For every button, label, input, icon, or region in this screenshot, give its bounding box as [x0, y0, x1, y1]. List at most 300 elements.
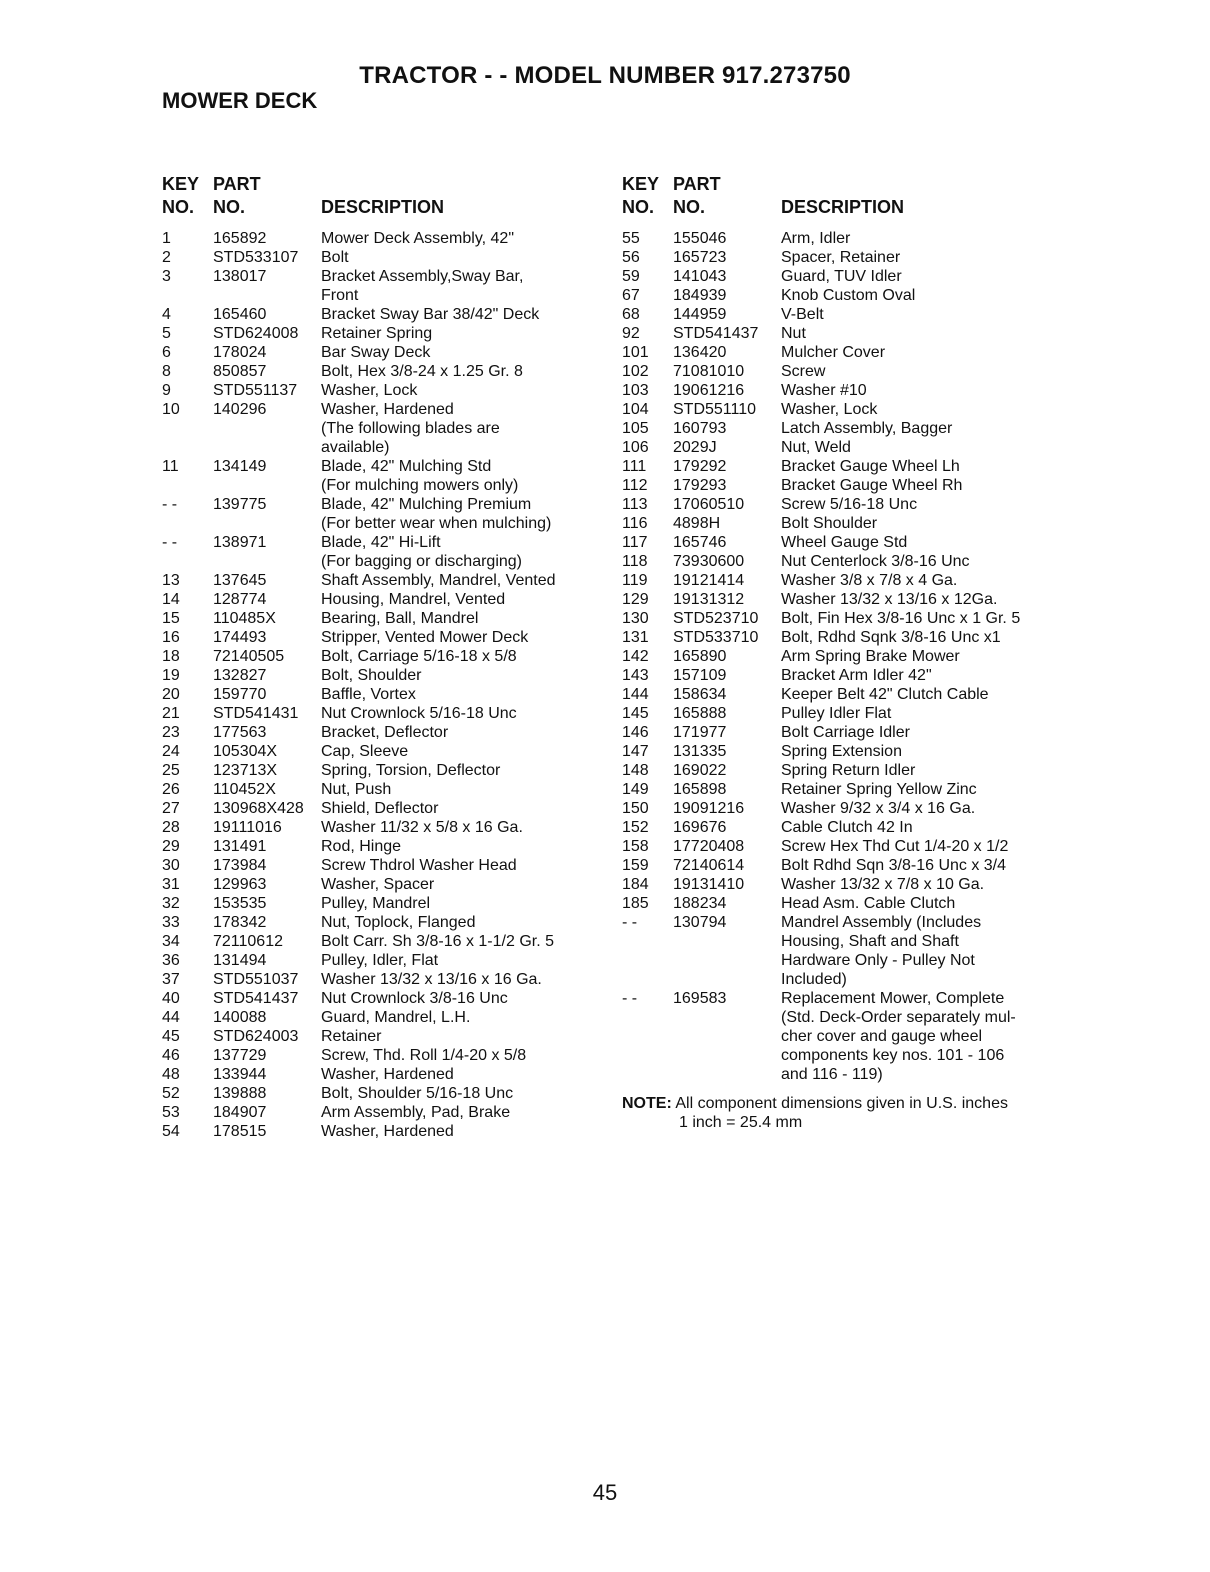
key-no-cell: 144: [622, 686, 649, 703]
description-cell: Bolt: [321, 249, 349, 266]
table-row: [622, 495, 1062, 514]
table-row: [622, 343, 1062, 362]
table-row: [162, 742, 602, 761]
part-no-cell: 123713X: [213, 762, 278, 779]
key-no-cell: 21: [162, 705, 180, 722]
key-no-cell: 149: [622, 781, 649, 798]
table-row: [622, 552, 1062, 571]
key-no-cell: 52: [162, 1085, 180, 1102]
part-no-cell: 134149: [213, 458, 267, 475]
part-no-cell: 169583: [673, 990, 727, 1007]
table-row: [622, 742, 1062, 761]
key-no-cell: 26: [162, 781, 180, 798]
part-no-cell: 184939: [673, 287, 727, 304]
description-cell: Spring Return Idler: [781, 762, 916, 779]
table-row: [622, 381, 1062, 400]
description-cell: Screw 5/16-18 Unc: [781, 496, 918, 513]
description-header: DESCRIPTION: [781, 197, 905, 217]
part-header-line2: NO.: [673, 197, 706, 217]
description-cell: Arm Spring Brake Mower: [781, 648, 960, 665]
description-cell: Guard, TUV Idler: [781, 268, 902, 285]
description-cell: Nut Centerlock 3/8-16 Unc: [781, 553, 970, 570]
key-no-cell: 119: [622, 572, 648, 589]
part-no-cell: 157109: [673, 667, 727, 684]
key-no-cell: 143: [622, 667, 649, 684]
table-row: [162, 951, 602, 970]
description-cell: Blade, 42" Hi-Lift: [321, 534, 441, 551]
table-row: [622, 685, 1062, 704]
part-no-cell: 188234: [673, 895, 727, 912]
part-no-cell: 171977: [673, 724, 727, 741]
table-row: [162, 818, 602, 837]
part-no-cell: 19091216: [673, 800, 745, 817]
table-row: [622, 419, 1062, 438]
description-cell: Cap, Sleeve: [321, 743, 409, 760]
table-row: [622, 476, 1062, 495]
table-row: [622, 647, 1062, 666]
description-cell: Screw Hex Thd Cut 1/4-20 x 1/2: [781, 838, 1009, 855]
key-no-cell: [162, 419, 213, 438]
part-no-cell: STD541437: [213, 990, 299, 1007]
description-cell: Hardware Only - Pulley Not: [781, 952, 975, 969]
table-row: [162, 1084, 602, 1103]
description-cell: Bolt Carriage Idler: [781, 724, 910, 741]
key-no-cell: 37: [162, 971, 180, 988]
key-no-cell: 150: [622, 800, 649, 817]
key-no-cell: 129: [622, 591, 649, 608]
part-no-cell: 159770: [213, 686, 267, 703]
description-cell: Bracket, Deflector: [321, 724, 449, 741]
part-no-cell: 158634: [673, 686, 727, 703]
table-row: [162, 913, 602, 932]
part-no-cell: 131491: [213, 838, 267, 855]
table-row: [162, 875, 602, 894]
table-row: [162, 571, 602, 590]
key-no-cell: 113: [622, 496, 648, 513]
description-cell: Bar Sway Deck: [321, 344, 431, 361]
part-no-cell: STD551110: [673, 401, 757, 418]
part-no-cell: 137645: [213, 572, 267, 589]
part-no-cell: 169676: [673, 819, 727, 836]
part-no-cell: [673, 970, 781, 989]
key-no-cell: [622, 1065, 673, 1084]
key-no-cell: 16: [162, 629, 180, 646]
table-row: [162, 894, 602, 913]
description-cell: Mower Deck Assembly, 42": [321, 230, 514, 247]
description-cell: (The following blades are: [321, 420, 500, 437]
description-cell: Pulley Idler Flat: [781, 705, 892, 722]
description-cell: Washer, Lock: [321, 382, 418, 399]
part-header-line2: NO.: [213, 197, 246, 217]
part-no-cell: 174493: [213, 629, 267, 646]
part-no-cell: 184907: [213, 1104, 267, 1121]
part-no-cell: 4898H: [673, 515, 721, 532]
description-cell: Bracket Assembly,Sway Bar,: [321, 268, 524, 285]
table-row: [162, 856, 602, 875]
part-no-cell: 138017: [213, 268, 267, 285]
description-cell: Bearing, Ball, Mandrel: [321, 610, 479, 627]
key-no-cell: 146: [622, 724, 649, 741]
table-row: [162, 761, 602, 780]
table-row: [622, 837, 1062, 856]
key-header-line2: NO.: [162, 197, 195, 217]
key-no-cell: 103: [622, 382, 649, 399]
description-cell: components key nos. 101 - 106: [781, 1047, 1005, 1064]
description-cell: Replacement Mower, Complete: [781, 990, 1005, 1007]
description-cell: (For better wear when mulching): [321, 515, 552, 532]
note-label: NOTE:: [622, 1095, 672, 1112]
table-row: [622, 248, 1062, 267]
part-no-cell: [213, 476, 321, 495]
description-cell: Shaft Assembly, Mandrel, Vented: [321, 572, 556, 589]
key-no-cell: 44: [162, 1009, 180, 1026]
description-cell: Washer 13/32 x 13/16 x 16 Ga.: [321, 971, 542, 988]
key-no-cell: 158: [622, 838, 649, 855]
part-no-cell: STD551037: [213, 971, 299, 988]
key-no-cell: 27: [162, 800, 180, 817]
table-row: [622, 590, 1062, 609]
key-no-cell: [162, 286, 213, 305]
table-row: [622, 286, 1062, 305]
description-cell: Bracket Gauge Wheel Rh: [781, 477, 963, 494]
key-no-cell: [622, 932, 673, 951]
description-cell: Baffle, Vortex: [321, 686, 416, 703]
table-row: [162, 533, 602, 552]
table-row: [162, 989, 602, 1008]
key-no-cell: 131: [622, 629, 649, 646]
part-no-cell: STD551137: [213, 382, 298, 399]
description-cell: cher cover and gauge wheel: [781, 1028, 983, 1045]
part-no-cell: 110452X: [213, 781, 276, 798]
description-cell: Washer 3/8 x 7/8 x 4 Ga.: [781, 572, 958, 589]
key-no-cell: 152: [622, 819, 649, 836]
key-no-cell: 159: [622, 857, 649, 874]
description-cell: (For mulching mowers only): [321, 477, 519, 494]
part-no-cell: STD533710: [673, 629, 759, 646]
description-cell: Spacer, Retainer: [781, 249, 901, 266]
table-row: [162, 1027, 602, 1046]
table-row: [162, 647, 602, 666]
table-row: [162, 666, 602, 685]
part-no-cell: 165898: [673, 781, 727, 798]
description-cell: Keeper Belt 42" Clutch Cable: [781, 686, 989, 703]
table-row: [162, 1065, 602, 1084]
key-no-cell: 112: [622, 477, 648, 494]
key-no-cell: 14: [162, 591, 180, 608]
description-cell: Housing, Mandrel, Vented: [321, 591, 506, 608]
description-cell: Spring Extension: [781, 743, 902, 760]
table-row: [162, 495, 602, 514]
description-cell: Screw Thdrol Washer Head: [321, 857, 517, 874]
part-no-cell: 130968X428: [213, 800, 304, 817]
description-cell: Bracket Gauge Wheel Lh: [781, 458, 960, 475]
part-no-cell: 165892: [213, 230, 267, 247]
key-no-cell: 45: [162, 1028, 180, 1045]
key-header-line1: KEY: [622, 174, 660, 194]
key-no-cell: [162, 476, 213, 495]
key-no-cell: 184: [622, 876, 649, 893]
description-cell: Nut: [781, 325, 806, 342]
table-row: [622, 571, 1062, 590]
part-no-cell: 155046: [673, 230, 727, 247]
key-no-cell: 29: [162, 838, 180, 855]
key-header-line2: NO.: [622, 197, 655, 217]
description-cell: Mulcher Cover: [781, 344, 886, 361]
part-no-cell: 19131410: [673, 876, 745, 893]
key-no-cell: 1: [162, 230, 171, 247]
description-cell: Housing, Shaft and Shaft: [781, 933, 959, 950]
part-no-cell: STD523710: [673, 610, 759, 627]
part-no-cell: [673, 932, 781, 951]
table-row: [162, 362, 602, 381]
description-cell: Knob Custom Oval: [781, 287, 916, 304]
table-row: [622, 324, 1062, 343]
table-row: [162, 970, 602, 989]
key-no-cell: [162, 552, 213, 571]
key-no-cell: 111: [622, 458, 647, 475]
column-header: [162, 174, 602, 222]
part-no-cell: 131494: [213, 952, 267, 969]
key-no-cell: [622, 1027, 673, 1046]
key-no-cell: 32: [162, 895, 180, 912]
description-cell: V-Belt: [781, 306, 824, 323]
key-no-cell: 48: [162, 1066, 180, 1083]
key-no-cell: 145: [622, 705, 649, 722]
part-no-cell: 2029J: [673, 439, 717, 456]
part-no-cell: 138971: [213, 534, 267, 551]
table-row: [622, 438, 1062, 457]
description-cell: (For bagging or discharging): [321, 553, 522, 570]
key-no-cell: 10: [162, 401, 180, 418]
part-no-cell: [673, 1046, 781, 1065]
key-no-cell: 6: [162, 344, 171, 361]
description-cell: Washer, Hardened: [321, 1123, 454, 1140]
key-no-cell: - -: [622, 914, 638, 931]
key-no-cell: 101: [622, 344, 649, 361]
table-row: [622, 229, 1062, 248]
part-no-cell: [213, 552, 321, 571]
parts-column-right: [622, 174, 1062, 1084]
table-row: [162, 609, 602, 628]
key-no-cell: [622, 970, 673, 989]
key-no-cell: 148: [622, 762, 649, 779]
key-no-cell: 59: [622, 268, 640, 285]
description-cell: Washer, Spacer: [321, 876, 435, 893]
key-no-cell: 15: [162, 610, 180, 627]
table-row: [162, 1122, 602, 1141]
key-no-cell: 92: [622, 325, 640, 342]
part-no-cell: STD541431: [213, 705, 299, 722]
table-row: [162, 476, 602, 495]
table-row: [622, 704, 1062, 723]
part-no-cell: 131335: [673, 743, 727, 760]
table-row: [162, 723, 602, 742]
key-no-cell: 130: [622, 610, 649, 627]
key-no-cell: [162, 438, 213, 457]
description-cell: Front: [321, 287, 359, 304]
table-row: [622, 761, 1062, 780]
key-no-cell: 117: [622, 534, 648, 551]
table-row: [162, 799, 602, 818]
part-no-cell: 73930600: [673, 553, 745, 570]
table-row: [162, 1008, 602, 1027]
key-no-cell: 24: [162, 743, 180, 760]
part-header-line1: PART: [673, 174, 721, 194]
key-no-cell: 8: [162, 363, 171, 380]
description-cell: Retainer: [321, 1028, 382, 1045]
table-row: [162, 837, 602, 856]
key-no-cell: 116: [622, 515, 648, 532]
part-no-cell: 128774: [213, 591, 267, 608]
key-no-cell: 20: [162, 686, 180, 703]
part-no-cell: 71081010: [673, 363, 745, 380]
description-cell: Bolt, Shoulder 5/16-18 Unc: [321, 1085, 514, 1102]
description-cell: Arm, Idler: [781, 230, 851, 247]
key-no-cell: 46: [162, 1047, 180, 1064]
part-no-cell: 139888: [213, 1085, 267, 1102]
part-no-cell: 178024: [213, 344, 267, 361]
key-no-cell: 5: [162, 325, 171, 342]
key-no-cell: 3: [162, 268, 171, 285]
key-no-cell: 55: [622, 230, 640, 247]
description-header: DESCRIPTION: [321, 197, 445, 217]
table-row: [622, 989, 1062, 1008]
key-no-cell: 23: [162, 724, 180, 741]
key-no-cell: 53: [162, 1104, 180, 1121]
part-no-cell: 165888: [673, 705, 727, 722]
table-row: [162, 685, 602, 704]
description-cell: Wheel Gauge Std: [781, 534, 908, 551]
key-no-cell: 11: [162, 458, 179, 475]
part-no-cell: 179292: [673, 458, 727, 475]
part-no-cell: 153535: [213, 895, 267, 912]
parts-list-left: [162, 229, 602, 1141]
description-cell: Screw: [781, 363, 826, 380]
description-cell: Pulley, Mandrel: [321, 895, 431, 912]
key-no-cell: 118: [622, 553, 648, 570]
table-row: [622, 514, 1062, 533]
table-row: [622, 628, 1062, 647]
part-no-cell: 173984: [213, 857, 267, 874]
key-no-cell: 34: [162, 933, 180, 950]
table-row: [162, 400, 602, 419]
part-no-cell: 19111016: [213, 819, 282, 836]
table-row: [622, 362, 1062, 381]
description-cell: Bolt, Rdhd Sqnk 3/8-16 Unc x1: [781, 629, 1001, 646]
part-no-cell: [673, 1027, 781, 1046]
key-no-cell: 142: [622, 648, 649, 665]
part-no-cell: 178515: [213, 1123, 267, 1140]
key-no-cell: 33: [162, 914, 180, 931]
description-cell: Shield, Deflector: [321, 800, 439, 817]
part-no-cell: 850857: [213, 363, 267, 380]
part-header-line1: PART: [213, 174, 261, 194]
table-row: [162, 780, 602, 799]
part-no-cell: 129963: [213, 876, 267, 893]
key-no-cell: 104: [622, 401, 649, 418]
key-no-cell: 9: [162, 382, 171, 399]
key-no-cell: 31: [162, 876, 180, 893]
description-cell: Bolt, Hex 3/8-24 x 1.25 Gr. 8: [321, 363, 523, 380]
description-cell: Blade, 42" Mulching Premium: [321, 496, 532, 513]
key-no-cell: [622, 951, 673, 970]
table-row: [622, 856, 1062, 875]
description-cell: Nut, Weld: [781, 439, 851, 456]
key-no-cell: 54: [162, 1123, 180, 1140]
key-no-cell: [162, 514, 213, 533]
part-no-cell: STD624008: [213, 325, 299, 342]
description-cell: Washer 9/32 x 3/4 x 16 Ga.: [781, 800, 976, 817]
part-no-cell: [213, 514, 321, 533]
part-no-cell: [673, 1065, 781, 1084]
table-row: [162, 552, 602, 571]
description-cell: Guard, Mandrel, L.H.: [321, 1009, 471, 1026]
table-row: [162, 932, 602, 951]
part-no-cell: 19121414: [673, 572, 745, 589]
key-no-cell: 68: [622, 306, 640, 323]
part-no-cell: 165460: [213, 306, 267, 323]
part-no-cell: 136420: [673, 344, 727, 361]
part-no-cell: 141043: [673, 268, 727, 285]
table-row: [622, 875, 1062, 894]
description-cell: Washer #10: [781, 382, 867, 399]
table-row: [162, 229, 602, 248]
part-no-cell: [213, 419, 321, 438]
part-no-cell: 132827: [213, 667, 267, 684]
table-row: [162, 1103, 602, 1122]
table-row: [622, 400, 1062, 419]
table-row: [622, 666, 1062, 685]
description-cell: Nut Crownlock 5/16-18 Unc: [321, 705, 517, 722]
part-no-cell: 133944: [213, 1066, 267, 1083]
part-no-cell: 144959: [673, 306, 727, 323]
key-no-cell: 106: [622, 439, 649, 456]
note-line1: All component dimensions given in U.S. inches: [675, 1095, 1008, 1112]
part-no-cell: [213, 286, 321, 305]
table-row: [622, 457, 1062, 476]
table-row: [622, 1065, 1062, 1084]
part-no-cell: 169022: [673, 762, 727, 779]
key-no-cell: 30: [162, 857, 180, 874]
part-no-cell: 19061216: [673, 382, 745, 399]
table-row: [622, 533, 1062, 552]
part-no-cell: 179293: [673, 477, 727, 494]
table-row: [162, 628, 602, 647]
part-no-cell: 105304X: [213, 743, 278, 760]
part-no-cell: [673, 1008, 781, 1027]
description-cell: Bracket Arm Idler 42": [781, 667, 932, 684]
table-row: [162, 248, 602, 267]
table-row: [162, 305, 602, 324]
table-row: [622, 818, 1062, 837]
part-no-cell: 19131312: [673, 591, 745, 608]
table-row: [622, 1027, 1062, 1046]
key-no-cell: 19: [162, 667, 180, 684]
table-row: [162, 514, 602, 533]
key-no-cell: - -: [162, 496, 178, 513]
description-cell: Blade, 42" Mulching Std: [321, 458, 492, 475]
part-no-cell: [673, 951, 781, 970]
part-no-cell: STD624003: [213, 1028, 299, 1045]
key-no-cell: 4: [162, 306, 171, 323]
table-row: [162, 381, 602, 400]
description-cell: (Std. Deck-Order separately mul-: [781, 1009, 1016, 1026]
part-no-cell: 139775: [213, 496, 267, 513]
description-cell: Washer, Lock: [781, 401, 878, 418]
page-title: TRACTOR - - MODEL NUMBER 917.273750: [359, 62, 851, 89]
key-no-cell: [622, 1046, 673, 1065]
description-cell: Nut Crownlock 3/8-16 Unc: [321, 990, 508, 1007]
